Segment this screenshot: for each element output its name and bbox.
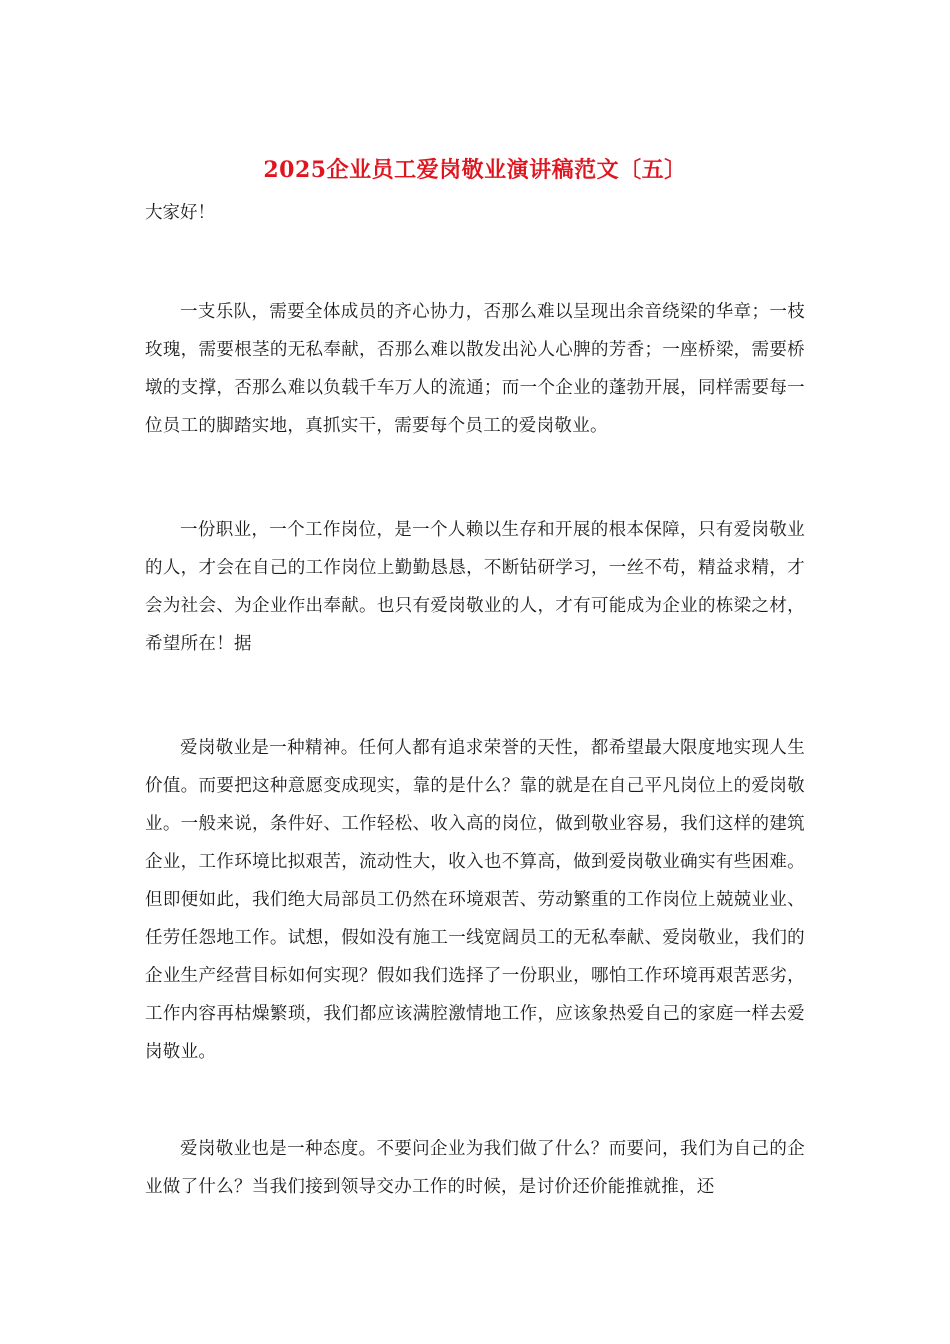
paragraph-1: 一支乐队，需要全体成员的齐心协力，否那么难以呈现出余音绕梁的华章；一枝玫瑰，需要根茎的无私奉献，否那么难以散发出沁人心脾的芳香；一座桥梁，需要桥墩的支撑，否那么难以负载千车万人的流通；而一个企业的蓬勃开展，同样需要每一位员工的脚踏实地，真抓实干，需要每个员工的爱岗敬业。	[145, 302, 805, 436]
paragraph-3: 爱岗敬业是一种精神。任何人都有追求荣誉的天性，都希望最大限度地实现人生价值。而要把这种意愿变成现实，靠的是什么？靠的就是在自己平凡岗位上的爱岗敬业。一般来说，条件好、工作轻松、收入高的岗位，做到敬业容易，我们这样的建筑企业，工作环境比拟艰苦，流动性大，收入也不算高，做到爱岗敬业确实有些困难。但即便如此，我们绝大局部员工仍然在环境艰苦、劳动繁重的工作岗位上兢兢业业、任劳任怨地工作。试想，假如没有施工一线宽阔员工的无私奉献、爱岗敬业，我们的企业生产经营目标如何实现？假如我们选择了一份职业，哪怕工作环境再艰苦恶劣，工作内容再枯燥繁琐，我们都应该满腔激情地工作，应该象热爱自己的家庭一样去爱岗敬业。	[145, 738, 805, 1062]
document-title: 2025企业员工爱岗敬业演讲稿范文〔五〕	[263, 157, 687, 183]
paragraph-4: 爱岗敬业也是一种态度。不要问企业为我们做了什么？而要问，我们为自己的企业做了什么？当我们接到领导交办工作的时候，是讨价还价能推就推，还	[145, 1139, 805, 1197]
paragraph-2: 一份职业，一个工作岗位，是一个人赖以生存和开展的根本保障，只有爱岗敬业的人，才会在自己的工作岗位上勤勤恳恳，不断钻研学习，一丝不苟，精益求精，才会为社会、为企业作出奉献。也只有爱岗敬业的人，才有可能成为企业的栋梁之材，希望所在！据	[145, 520, 805, 654]
greeting-text: 大家好！	[145, 203, 215, 223]
